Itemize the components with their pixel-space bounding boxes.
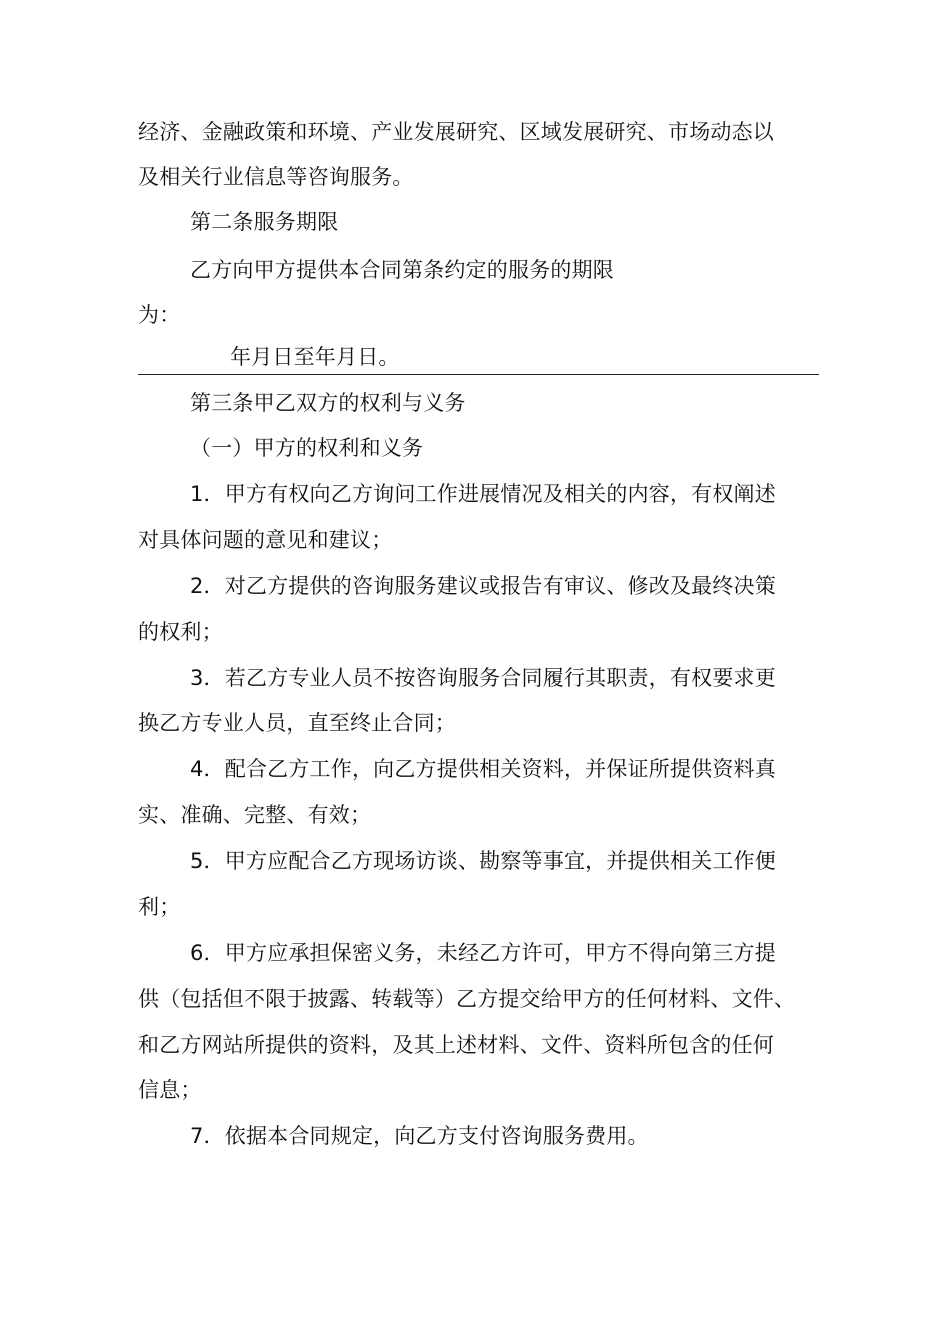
text-line: 及相关行业信息等咨询服务。 — [138, 165, 414, 189]
text-line: 乙方向甲方提供本合同第条约定的服务的期限 — [190, 258, 614, 282]
list-item: 7．依据本合同规定，向乙方支付咨询服务费用。 — [190, 1124, 649, 1148]
section-heading: 第二条服务期限 — [190, 210, 339, 234]
list-item: 6．甲方应承担保密义务，未经乙方许可，甲方不得向第三方提 — [190, 941, 776, 965]
text-line: 和乙方网站所提供的资料，及其上述材料、文件、资料所包含的任何 — [138, 1033, 774, 1057]
text-line: 供（包括但不限于披露、转载等）乙方提交给甲方的任何材料、文件、 — [138, 987, 796, 1011]
date-fill-line: 年月日至年月日。 — [230, 345, 400, 369]
text-line: 的权利； — [138, 620, 223, 644]
text-line: 经济、金融政策和环境、产业发展研究、区域发展研究、市场动态以 — [138, 120, 774, 144]
list-item: 2．对乙方提供的咨询服务建议或报告有审议、修改及最终决策 — [190, 574, 776, 598]
text-line: 换乙方专业人员，直至终止合同； — [138, 711, 456, 735]
list-item: 1．甲方有权向乙方询问工作进展情况及相关的内容，有权阐述 — [190, 482, 776, 506]
list-item: 3．若乙方专业人员不按咨询服务合同履行其职责，有权要求更 — [190, 666, 776, 690]
list-item: 5．甲方应配合乙方现场访谈、勘察等事宜，并提供相关工作便 — [190, 849, 776, 873]
text-line: 利； — [138, 895, 181, 919]
list-item: 4．配合乙方工作，向乙方提供相关资料，并保证所提供资料真 — [190, 757, 776, 781]
text-line: 信息； — [138, 1078, 202, 1102]
section-heading: 第三条甲乙双方的权利与义务 — [190, 391, 466, 415]
text-line: 对具体问题的意见和建议； — [138, 528, 393, 552]
text-line: 为： — [138, 303, 181, 327]
subsection-heading: （一）甲方的权利和义务 — [190, 436, 424, 460]
underline-rule — [138, 374, 819, 375]
text-line: 实、准确、完整、有效； — [138, 803, 372, 827]
